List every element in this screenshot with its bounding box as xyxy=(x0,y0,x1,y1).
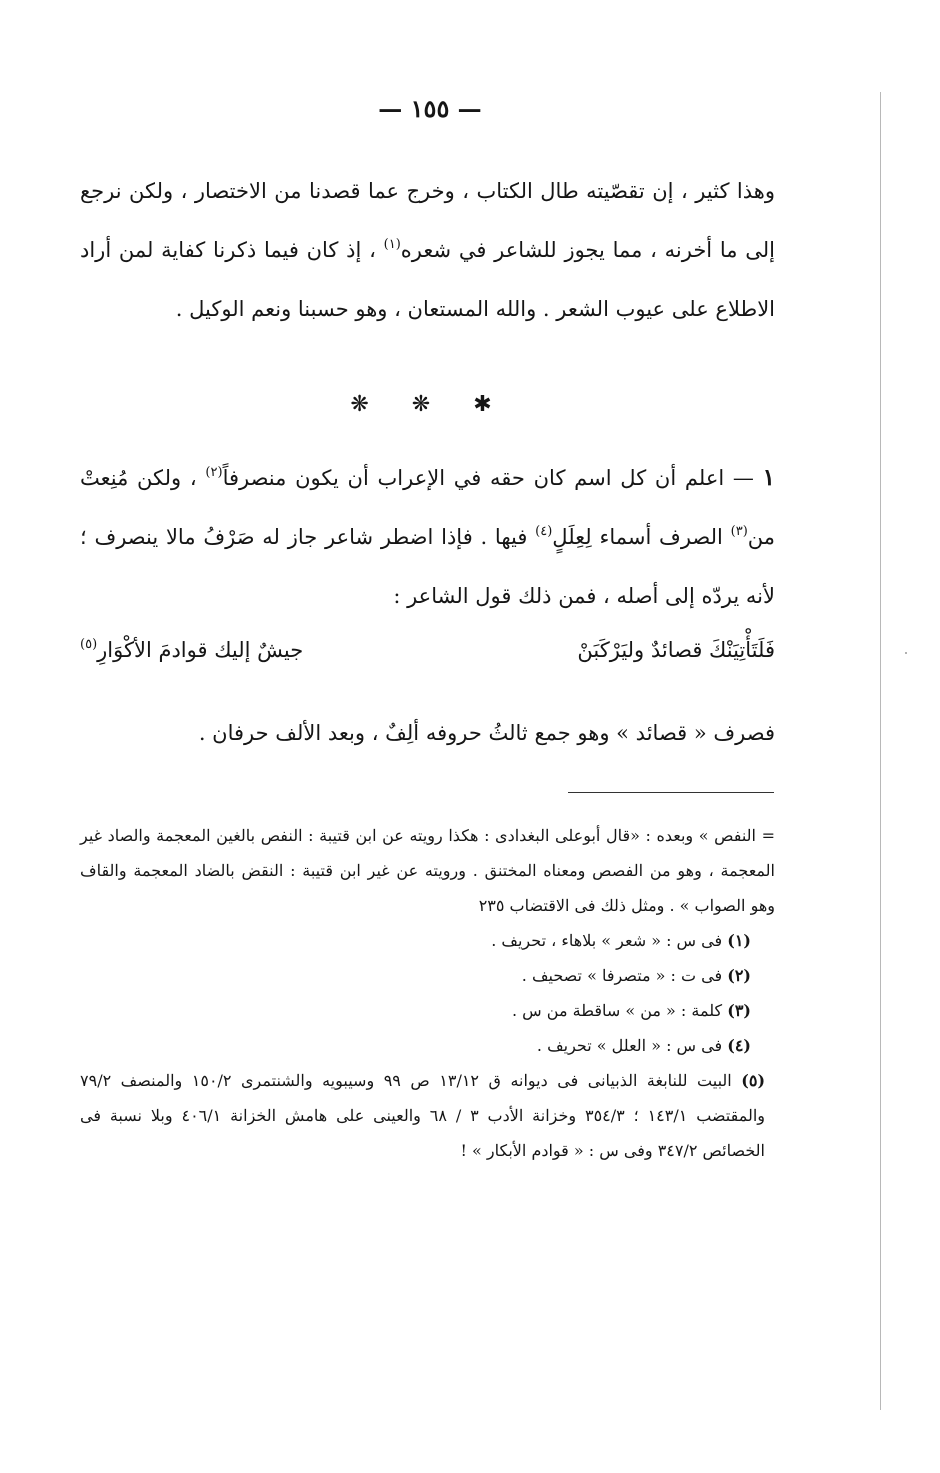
footnote-text: فى ت : « متصرفا » تصحيف . xyxy=(521,966,723,985)
footnote-text: فى س : « العلل » تحريف . xyxy=(536,1036,723,1055)
footnote-separator xyxy=(568,792,774,793)
closing-sentence: فصرف « قصائد » وهو جمع ثالثُ حروفه ألِفٌ ، وبعد الألف حرفان . xyxy=(198,721,775,745)
section-text-3: الصرف أسماء لِعِلَلٍ xyxy=(552,525,731,549)
section-text-4: فيها . فإذا اضطر شاعر جاز له صَرْفُ مالا ينصرف ؛ لأنه يردّه إلى أصله ، فمن ذلك قول الشاعر : xyxy=(80,525,775,608)
footnote-ref-2[interactable]: (٢) xyxy=(205,465,223,480)
footnote-number: (١) xyxy=(727,931,751,950)
verse-second-hemistich-wrap xyxy=(80,630,303,670)
footnote-ref-4[interactable]: (٤) xyxy=(535,524,553,539)
footnote-ref-1[interactable]: (١) xyxy=(383,237,401,252)
footnote-4 xyxy=(80,1028,775,1063)
footnote-2 xyxy=(80,958,775,993)
footnote-ref-3[interactable]: (٣) xyxy=(730,524,748,539)
footnote-number: (٣) xyxy=(727,1001,751,1020)
body-text-tail: ، إذ كان فيما ذكرنا كفاية لمن أراد الاطلاع على عيوب الشعر . والله المستعان ، وهو حسبنا ونعم الوكيل . xyxy=(80,238,775,321)
footnote-text: كلمة : « من » ساقطة من س . xyxy=(512,1001,723,1020)
footnote-text: البيت للنابغة الذبيانى فى ديوانه ق ١٣/١٢ ص ٩٩ وسيبويه والشنتمرى ١٥٠/٢ والمنصف ٧٩/٢ والمقتضب ١٤٣/١ ؛ ٣٥٤/٣ وخزانة الأدب ٣ / ٦٨ والعينى على هامش الخزانة ٤٠٦/١ وبلا نسبة فى الخصائص ٣٤٧/٢ وفى س : « قوادم الأبكار » ! xyxy=(80,1071,766,1160)
section-number: ١ xyxy=(762,464,776,491)
continued-note: = النفص » وبعده : «قال أبوعلى البغدادى : هكذا رويته عن ابن قتيبة : النفص بالغين المعجمة والصاد غير المعجمة ، وهو من الفصص ومعناه المختنق . ورويته عن غير ابن قتيبة : النقض بالضاد المعجمة والقاف وهو الصواب » . ومثل ذلك فى الاقتضاب ٢٣٥ xyxy=(80,826,775,915)
margin-mark xyxy=(905,652,907,654)
footnotes-block xyxy=(80,818,775,1168)
footnote-number: (٢) xyxy=(727,966,751,985)
verse-second-hemistich: جيشٌ إليك قوادمَ الأكْوَارِ xyxy=(97,638,304,662)
body-paragraph xyxy=(80,162,775,339)
footnote-ref-5[interactable]: (٥) xyxy=(80,637,98,652)
footnote-3 xyxy=(80,993,775,1028)
section-text-1: — اعلم أن كل اسم كان حقه في الإعراب أن يكون منصرفاً xyxy=(222,466,763,490)
section-divider: ❋ ❋ ✱ xyxy=(350,392,510,417)
footnote-number: (٥) xyxy=(741,1071,766,1090)
section-paragraph xyxy=(80,448,775,626)
body-text-main: وهذا كثير ، إن تقصّيته طال الكتاب ، وخرج عما قصدنا من الاختصار ، ولكن نرجع إلى ما أخرنه ، مما يجوز للشاعر في شعره xyxy=(80,179,775,262)
poetry-verse xyxy=(80,630,775,670)
verse-first-hemistich: فَلَتَأْتِيَنْكَ قصائدٌ وليَرْكَبَنْ xyxy=(577,638,775,662)
footnote-1 xyxy=(80,923,775,958)
footnote-number: (٤) xyxy=(727,1036,751,1055)
footnote-5 xyxy=(80,1063,775,1168)
section-text-2: ، ولكن مُنِعتْ من xyxy=(80,466,775,549)
page-number: — ١٥٥ — xyxy=(378,94,482,123)
margin-rule xyxy=(880,92,881,1410)
footnote-text: فى س : « شعر » بلاهاء ، تحريف . xyxy=(491,931,723,950)
